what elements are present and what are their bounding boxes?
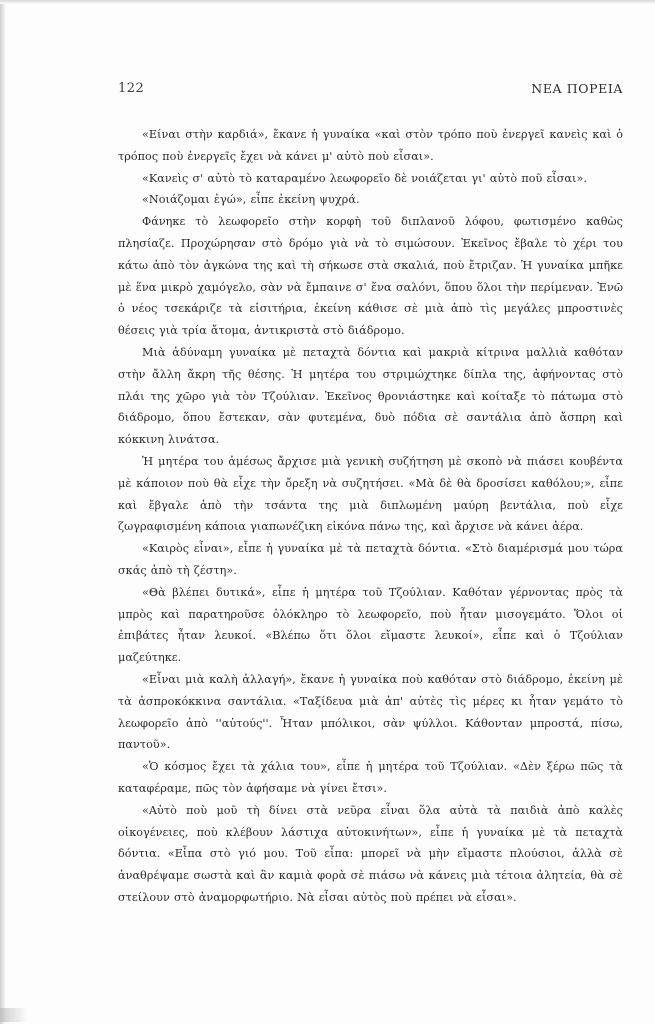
- paragraph: «Νοιάζομαι ἐγώ», εἶπε ἐκείνη ψυχρά.: [142, 193, 360, 207]
- running-head: ΝΕΑ ΠΟΡΕΙΑ: [531, 81, 623, 96]
- paragraph: «Θὰ βλέπει δυτικά», εἶπε ἡ μητέρα τοῦ Τζούλιαν. Καθόταν γέρνοντας πρὸς τὰ μπρὸς καὶ παρατηροῦσε ὁλόκληρο τὸ λεωφορεῖο, ποὺ ἦταν μισογεμάτο. Ὅλοι οἱ ἐπιβάτες ἦταν λευκοί. «Βλέπω ὅτι ὅλοι εἴμαστε λευκοί», εἶπε καὶ ὁ Τζούλιαν μαζεύτηκε.: [118, 585, 623, 665]
- paragraph: «Κανεὶς σ' αὐτὸ τὸ καταραμένο λεωφορεῖο δὲ νοιάζεται γι' αὐτὸ ποῦ εἶσαι».: [142, 171, 587, 185]
- scan-shadow-left: [0, 0, 6, 1024]
- page-header: [118, 81, 623, 101]
- paragraph: «Εἶναι μιὰ καλὴ ἀλλαγή», ἔκανε ἡ γυναίκα ποὺ καθόταν στὸ διάδρομο, ἐκείνη μὲ τὰ ἀσπροκόκκινα σαντάλια. «Ταξίδευα μιὰ ἀπ' αὐτὲς τὶς μέρες κι ἦταν γεμάτο τὸ λεωφορεῖο ἀπὸ ''αὐτούς''. Ἦταν μπόλικοι, σὰν ψύλλοι. Κάθονταν μπροστά, πίσω, παντοῦ».: [118, 672, 623, 752]
- body-text: [118, 124, 623, 909]
- page-number: 122: [118, 81, 145, 96]
- paragraph: «Ὁ κόσμος ἔχει τὰ χάλια του», εἶπε ἡ μητέρα τοῦ Τζούλιαν. «Δὲν ξέρω πῶς τὰ καταφέραμε, πῶς τὸν ἀφήσαμε νὰ γίνει ἔτσι».: [118, 760, 623, 795]
- paragraph: «Καιρὸς εἶναι», εἶπε ἡ γυναίκα μὲ τὰ πεταχτὰ δόντια. «Στὸ διαμέρισμά μου τώρα σκάς ἀπὸ τὴ ζέστη».: [118, 542, 623, 577]
- paragraph: Φάνηκε τὸ λεωφορεῖο στὴν κορφὴ τοῦ διπλανοῦ λόφου, φωτισμένο καθὼς πλησίαζε. Προχώρησαν στὸ δρόμο γιὰ νὰ τὸ σιμώσουν. Ἐκεῖνος ἔβαλε τὸ χέρι του κάτω ἀπὸ τὸν ἀγκώνα της καὶ τὴ σήκωσε στὰ σκαλιά, ποὺ ἔτριζαν. Ἡ γυναίκα μπῆκε μὲ ἕνα μικρὸ χαμόγελο, σὰν νὰ ἔμπαινε σ' ἕνα σαλόνι, ὅπου ὅλοι τὴν περίμεναν. Ἐνῶ ὁ νέος τσεκάριζε τὰ εἰσιτήρια, ἐκείνη κάθισε σὲ μιὰ ἀπὸ τὶς μεγάλες μπροστινὲς θέσεις γιὰ τρία ἄτομα, ἀντικριστὰ στὸ διάδρομο.: [118, 215, 623, 338]
- paragraph: Μιὰ ἀδύναμη γυναίκα μὲ πεταχτὰ δόντια καὶ μακριὰ κίτρινα μαλλιὰ καθόταν στὴν ἄλλη ἄκρη τῆς θέσης. Ἡ μητέρα του στριμώχτηκε δίπλα της, ἀφήνοντας στὸ πλάι της χῶρο γιὰ τὸν Τζούλιαν. Ἐκεῖνος θρονιάστηκε καὶ κοίταξε τὸ πάτωμα στὸ διάδρομο, ὅπου ἔστεκαν, σὰν φυτεμένα, δυὸ πόδια σὲ σαντάλια ἀπὸ ἄσπρη καὶ κόκκινη λινάτσα.: [118, 345, 623, 447]
- paragraph: Ἡ μητέρα του ἀμέσως ἄρχισε μιὰ γενικὴ συζήτηση μὲ σκοπὸ νὰ πιάσει κουβέντα μὲ κάποιον ποὺ θὰ εἶχε τὴν ὄρεξη νὰ συζητήσει. «Μὰ δὲ θὰ δροσίσει καθόλου;», εἶπε καὶ ἔβγαλε ἀπὸ τὴν τσάντα της μιὰ διπλωμένη μαύρη βεντάλια, ποὺ εἶχε ζωγραφισμένη κάποια γιαπωνέζικη εἰκόνα πάνω της, καὶ ἄρχισε νὰ κάνει ἀέρα.: [118, 454, 623, 534]
- paragraph: «Είναι στὴν καρδιά», ἔκανε ἡ γυναίκα «καὶ στὸν τρόπο ποὺ ἐνεργεῖ κανεὶς καὶ ὁ τρόπος ποὺ ἐνεργεῖς ἔχει νὰ κάνει μ' αὐτὸ ποὺ εἶσαι».: [118, 128, 623, 163]
- scan-artifact: [0, 1008, 28, 1022]
- paragraph: «Αὐτὸ ποὺ μοῦ τὴ δίνει στὰ νεῦρα εἶναι ὅλα αὐτὰ τὰ παιδιὰ ἀπὸ καλὲς οἰκογένειες, ποὺ κλέβουν λάστιχα αὐτοκινήτων», εἶπε ἡ γυναίκα μὲ τὰ πεταχτὰ δόντια. «Εἶπα στὸ γιό μου. Τοῦ εἶπα: μπορεῖ νὰ μὴν εἴμαστε πλούσιοι, ἀλλὰ σὲ ἀναθρέψαμε σωστὰ καὶ ἂν καμιὰ φορὰ σὲ πιάσω νὰ κάνεις μιὰ τέτοια ἀλητεία, θὰ σὲ στείλουν στὸ ἀναμορφωτήριο. Νὰ εἶσαι αὐτὸς ποὺ πρέπει νὰ εἶσαι».: [118, 803, 623, 904]
- scan-shadow-top: [0, 0, 655, 4]
